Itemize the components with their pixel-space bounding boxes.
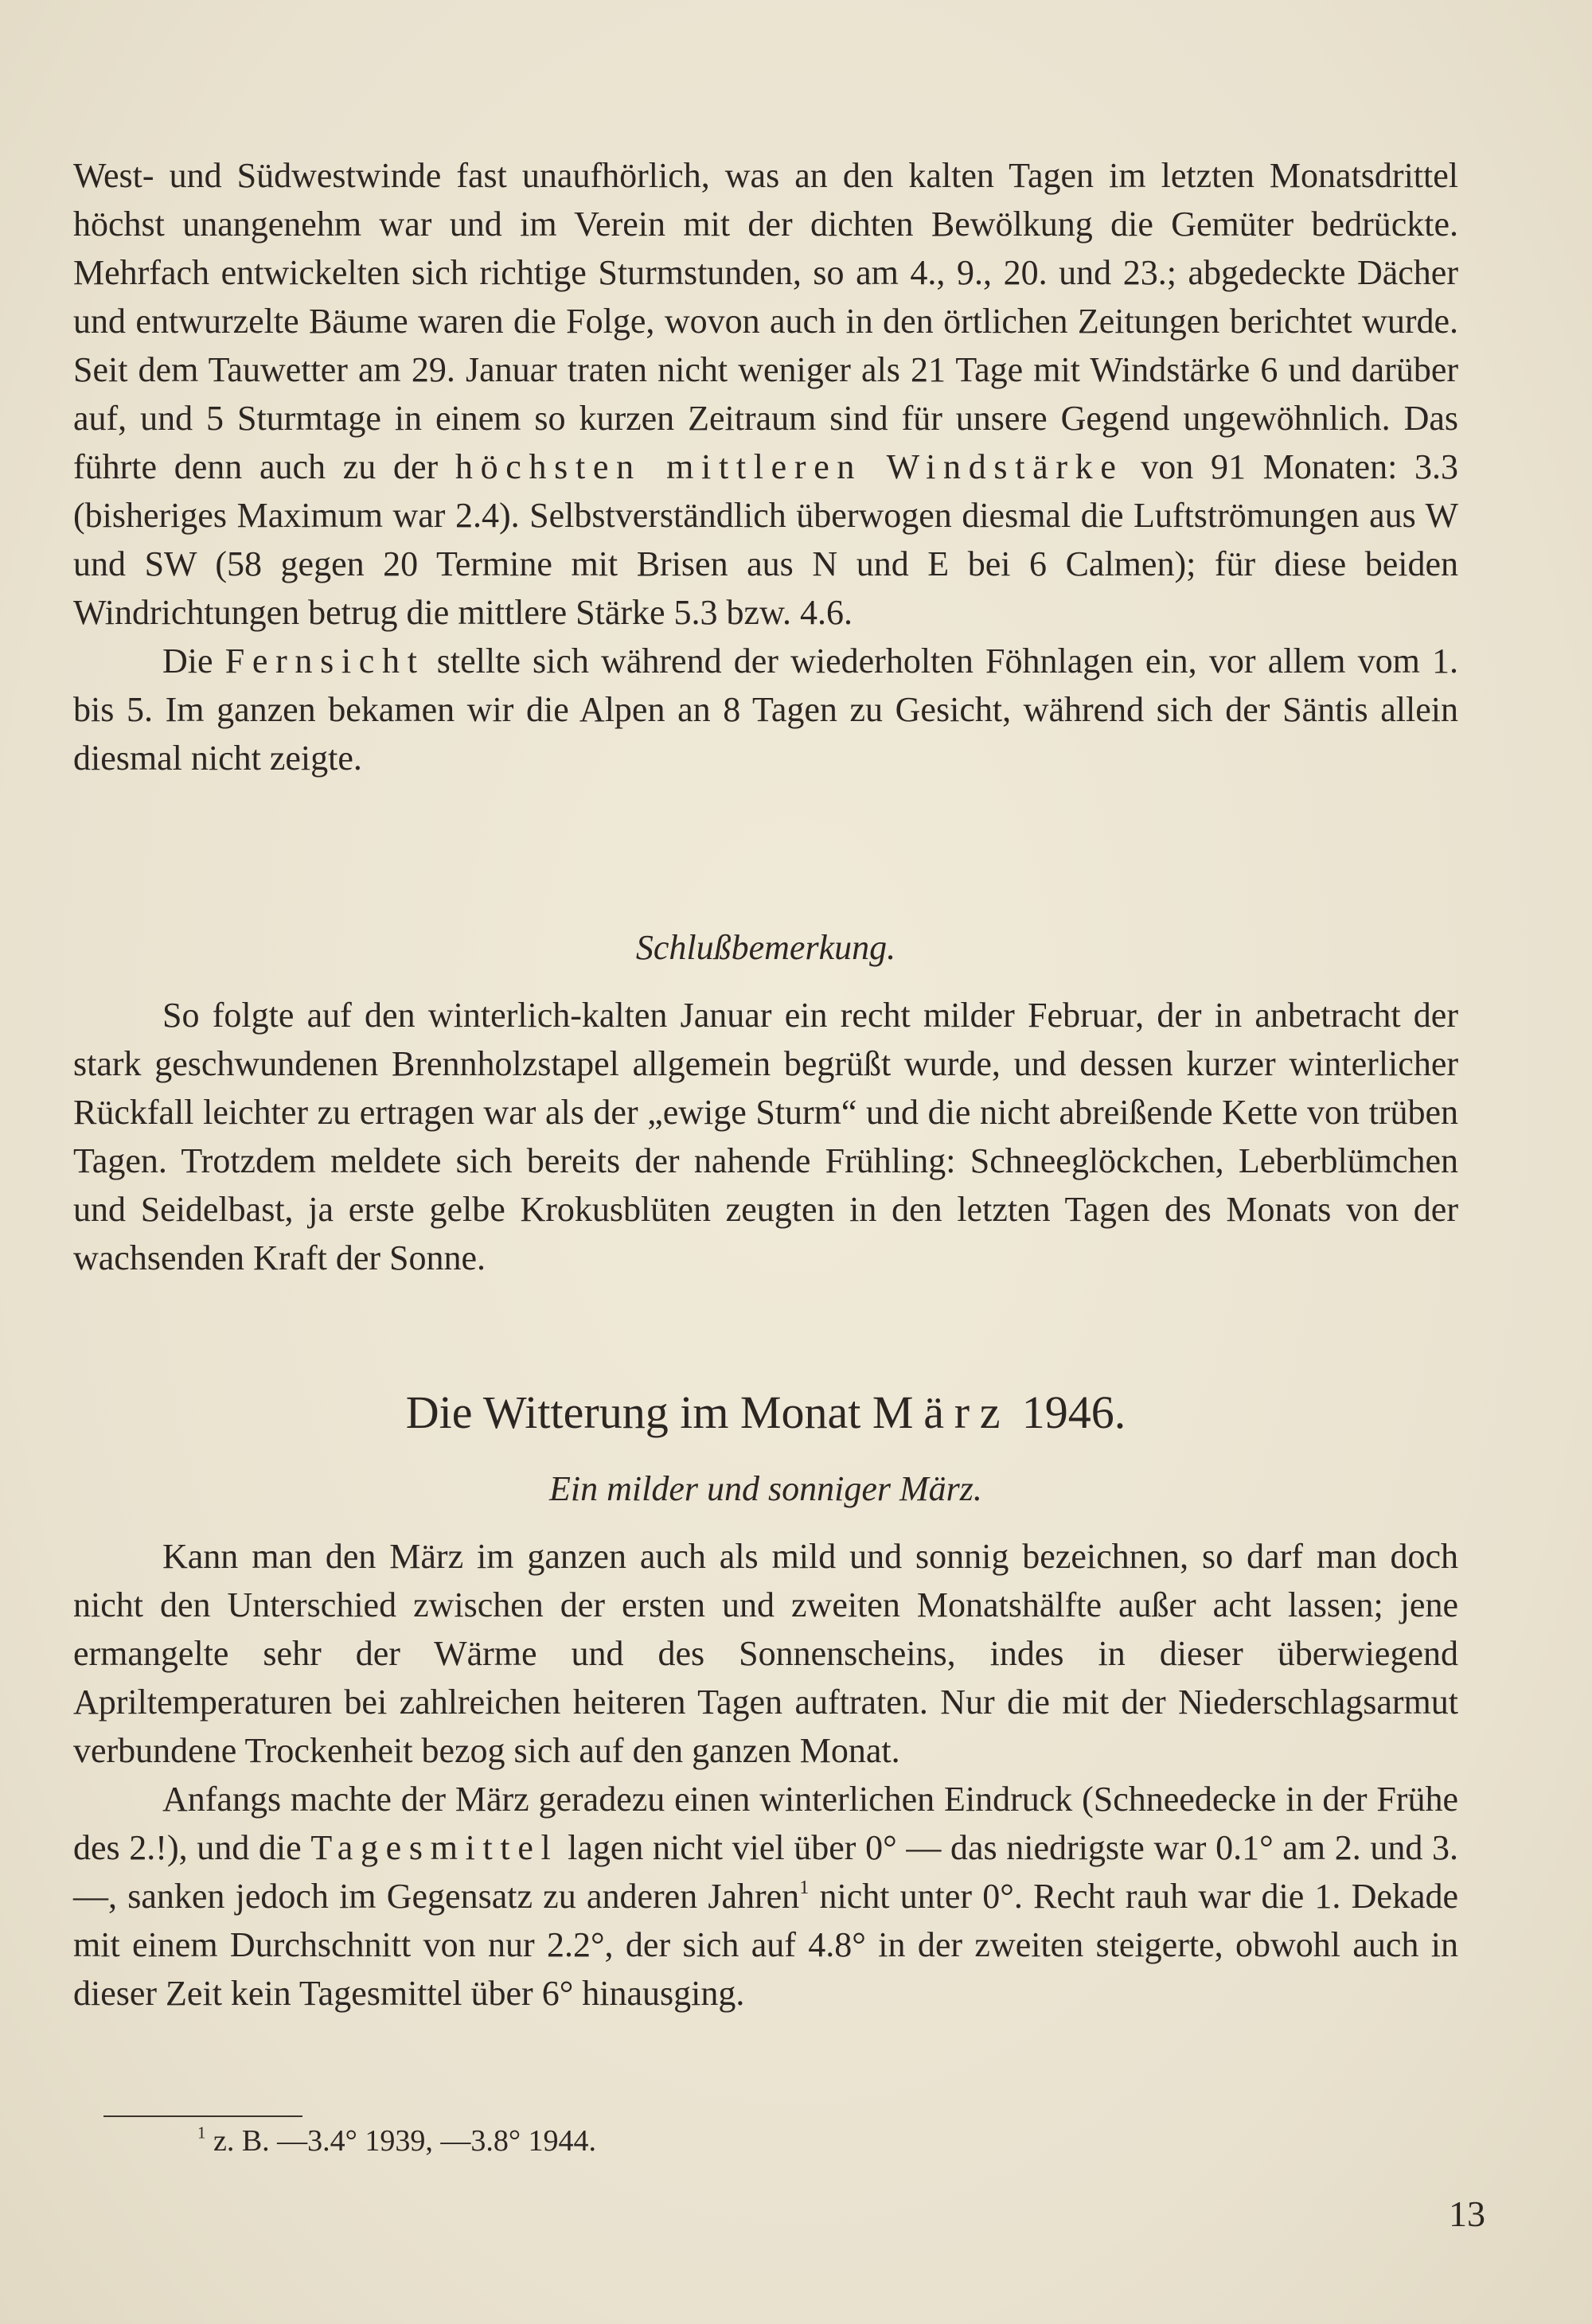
wind-section	[73, 151, 1458, 782]
footnote-reference: 1	[799, 1876, 810, 1898]
spaced-term-fernsicht: Fernsicht	[224, 641, 425, 680]
chapter-title-month: März	[872, 1386, 1011, 1438]
spaced-term-wind: höchsten mittleren Windstärke	[455, 447, 1124, 486]
paragraph-closing: So folgte auf den winterlich-kalten Januar ein recht milder Februar, der in anbetracht der stark geschwundenen Brennholzstapel allgemein begrüßt wurde, und dessen kurzer winterlicher Rückfall leichter zu ertragen war als der „ewige Sturm“ und die nicht abreißende Kette von trüben Tagen. Trotzdem meldete sich bereits der nahende Frühling: Schneeglöckchen, Leberblümchen und Seidelbast, ja erste gelbe Krokusblüten zeugten in den letzten Tagen des Monats von der wachsenden Kraft der Sonne.	[73, 996, 1458, 1277]
spaced-term-tagesmittel: Tagesmittel	[310, 1828, 559, 1867]
footnote-marker: 1	[197, 2123, 206, 2143]
march-section	[73, 1532, 1458, 2018]
paragraph-march-intro: Kann man den März im ganzen auch als mild und sonnig bezeichnen, so darf man doch nicht den Unterschied zwischen der ersten und zweiten Monatshälfte außer acht lassen; jene ermangelte sehr der Wärme und des Sonnenscheins, indes in dieser überwiegend Apriltemperaturen bei zahlreichen heiteren Tagen auftraten. Nur die mit der Niederschlagsarmut verbundene Trockenheit bezog sich auf den ganzen Monat.	[73, 1537, 1458, 1770]
paragraph-wind: West- und Südwestwinde fast unaufhörlich, was an den kalten Tagen im letzten Monatsdrittel höchst unangenehm war und im Verein mit der dichten Bewölkung die Gemüter bedrückte. Mehrfach entwickelten sich richtige Sturmstunden, so am 4., 9., 20. und 23.; abgedeckte Dächer und entwurzelte Bäume waren die Folge, wovon auch in den örtlichen Zeitungen berichtet wurde. Seit dem Tauwetter am 29. Januar traten nicht weniger als 21 Tage mit Windstärke 6 und darüber auf, und 5 Sturmtage in einem so kurzen Zeitraum sind für unsere Gegend ungewöhnlich. Das führte denn auch zu der höchsten mittleren Windstärke von 91 Monaten: 3.3 (bisheriges Maximum war 2.4). Selbstverständlich überwogen diesmal die Luftströmungen aus W und SW (58 gegen 20 Termine mit Brisen aus N und E bei 6 Calmen); für diese beiden Windrichtungen betrug die mittlere Stärke 5.3 bzw. 4.6.	[73, 156, 1459, 632]
paragraph-march-temps: Anfangs machte der März geradezu einen winterlichen Eindruck (Schneedecke in der Frühe des 2.!), und die Tagesmittel lagen nicht viel über 0° — das niedrigste war 0.1° am 2. und 3. —, sanken jedoch im Gegensatz zu anderen Jahren$^1$ nicht unter 0°. Recht rauh war die 1. Dekade mit einem Durchschnitt von nur 2.2°, der sich auf 4.8° in der zweiten steigerte, obwohl auch in dieser Zeit kein Tagesmittel über 6° hinausging.	[73, 1780, 1459, 2013]
footnote	[197, 2121, 596, 2161]
footnote-text: z. B. —3.4° 1939, —3.8° 1944.	[213, 2124, 597, 2158]
page-number: 13	[1449, 2193, 1485, 2234]
section-heading-schlussbemerkung: Schlußbemerkung.	[635, 928, 896, 967]
chapter-title: Die Witterung im Monat März 1946.	[405, 1386, 1126, 1438]
footnote-divider	[103, 2115, 302, 2117]
paragraph-fernsicht: Die Fernsicht stellte sich während der wiederholten Föhnlagen ein, vor allem vom 1. bis 5. Im ganzen bekamen wir die Alpen an 8 Tagen zu Gesicht, während sich der Säntis allein diesmal nicht zeigte.	[73, 641, 1459, 778]
chapter-subtitle: Ein milder und sonniger März.	[549, 1469, 982, 1508]
closing-section	[73, 991, 1458, 1282]
